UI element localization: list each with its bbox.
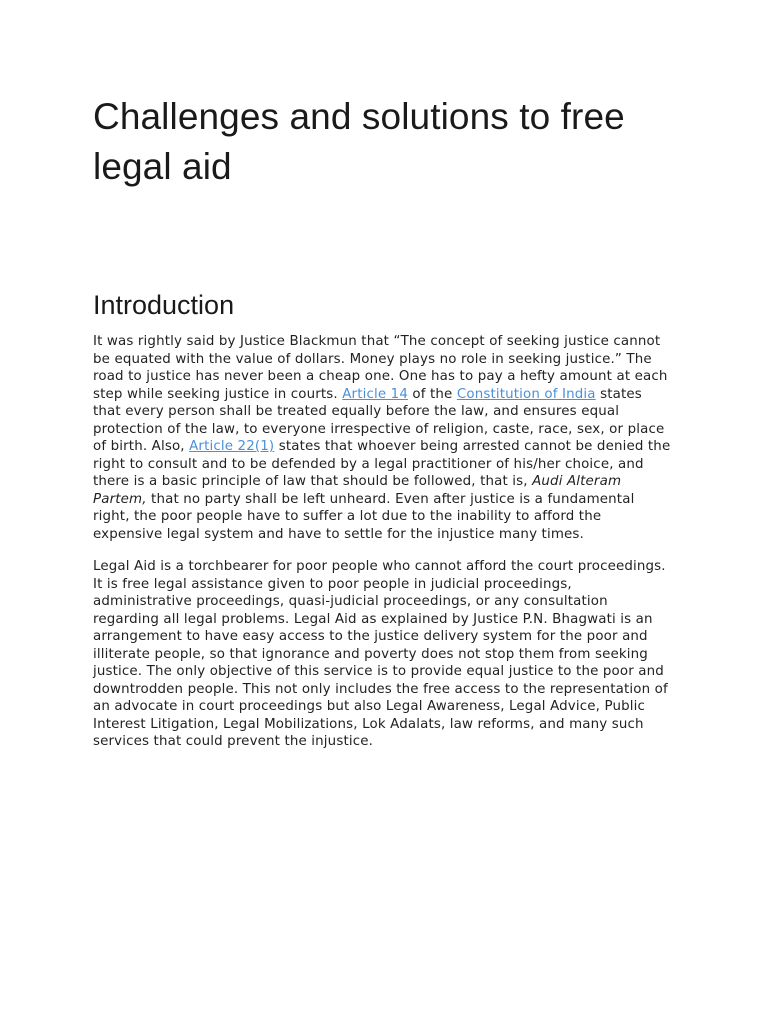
document-page (93, 92, 673, 751)
paragraph-text: of the (408, 386, 457, 402)
paragraph-text: that no party shall be left unheard. Even after justice is a fundamental right, the poor people have to suffer a lot due to the inability to afford the expensive legal system and have to settle for the injustice many times. (93, 491, 635, 542)
intro-paragraph-2: Legal Aid is a torchbearer for poor people who cannot afford the court proceedings. It is free legal assistance given to poor people in judicial proceedings, administrative proceedings, quasi-judicial proceedings, or any consultation regarding all legal problems. Legal Aid as explained by Justice P.N. Bhagwati is an arrangement to have easy access to the justice delivery system for the poor and illiterate people, so that ignorance and poverty does not stop them from seeking justice. The only objective of this service is to provide equal justice to the poor and downtrodden people. This not only includes the free access to the representation of an advocate in court proceedings but also Legal Awareness, Legal Advice, Public Interest Litigation, Legal Mobilizations, Lok Adalats, law reforms, and many such services that could prevent the injustice. (93, 559, 668, 749)
paragraph-text: states that whoever being arrested cannot be denied the right to consult and to be defended by a legal practitioner of his/her choice, and there is a basic principle of law that should be followed, that is, (93, 439, 671, 489)
document-title: Challenges and solutions to free legal aid (93, 96, 625, 187)
paragraph-text: states that every person shall be treated equally before the law, and ensures equal protection of the law, to everyone irrespective of religion, caste, race, sex, or place of birth. Also, (93, 386, 665, 454)
intro-paragraph-1 (93, 333, 673, 543)
constitution-of-india-link[interactable]: Constitution of India (456, 386, 596, 402)
section-heading-introduction: Introduction (93, 290, 235, 320)
article-22-1-link[interactable]: Article 22(1) (189, 439, 275, 454)
article-14-link[interactable]: Article 14 (342, 386, 408, 402)
latin-maxim: Audi Alteram Partem, (93, 474, 622, 507)
paragraph-text: It was rightly said by Justice Blackmun that “The concept of seeking justice cannot be equated with the value of dollars. Money plays no role in seeking justice.” The road to justice has never been a cheap one. One has to pay a hefty amount at each step while seeking justice in courts. (93, 334, 668, 402)
